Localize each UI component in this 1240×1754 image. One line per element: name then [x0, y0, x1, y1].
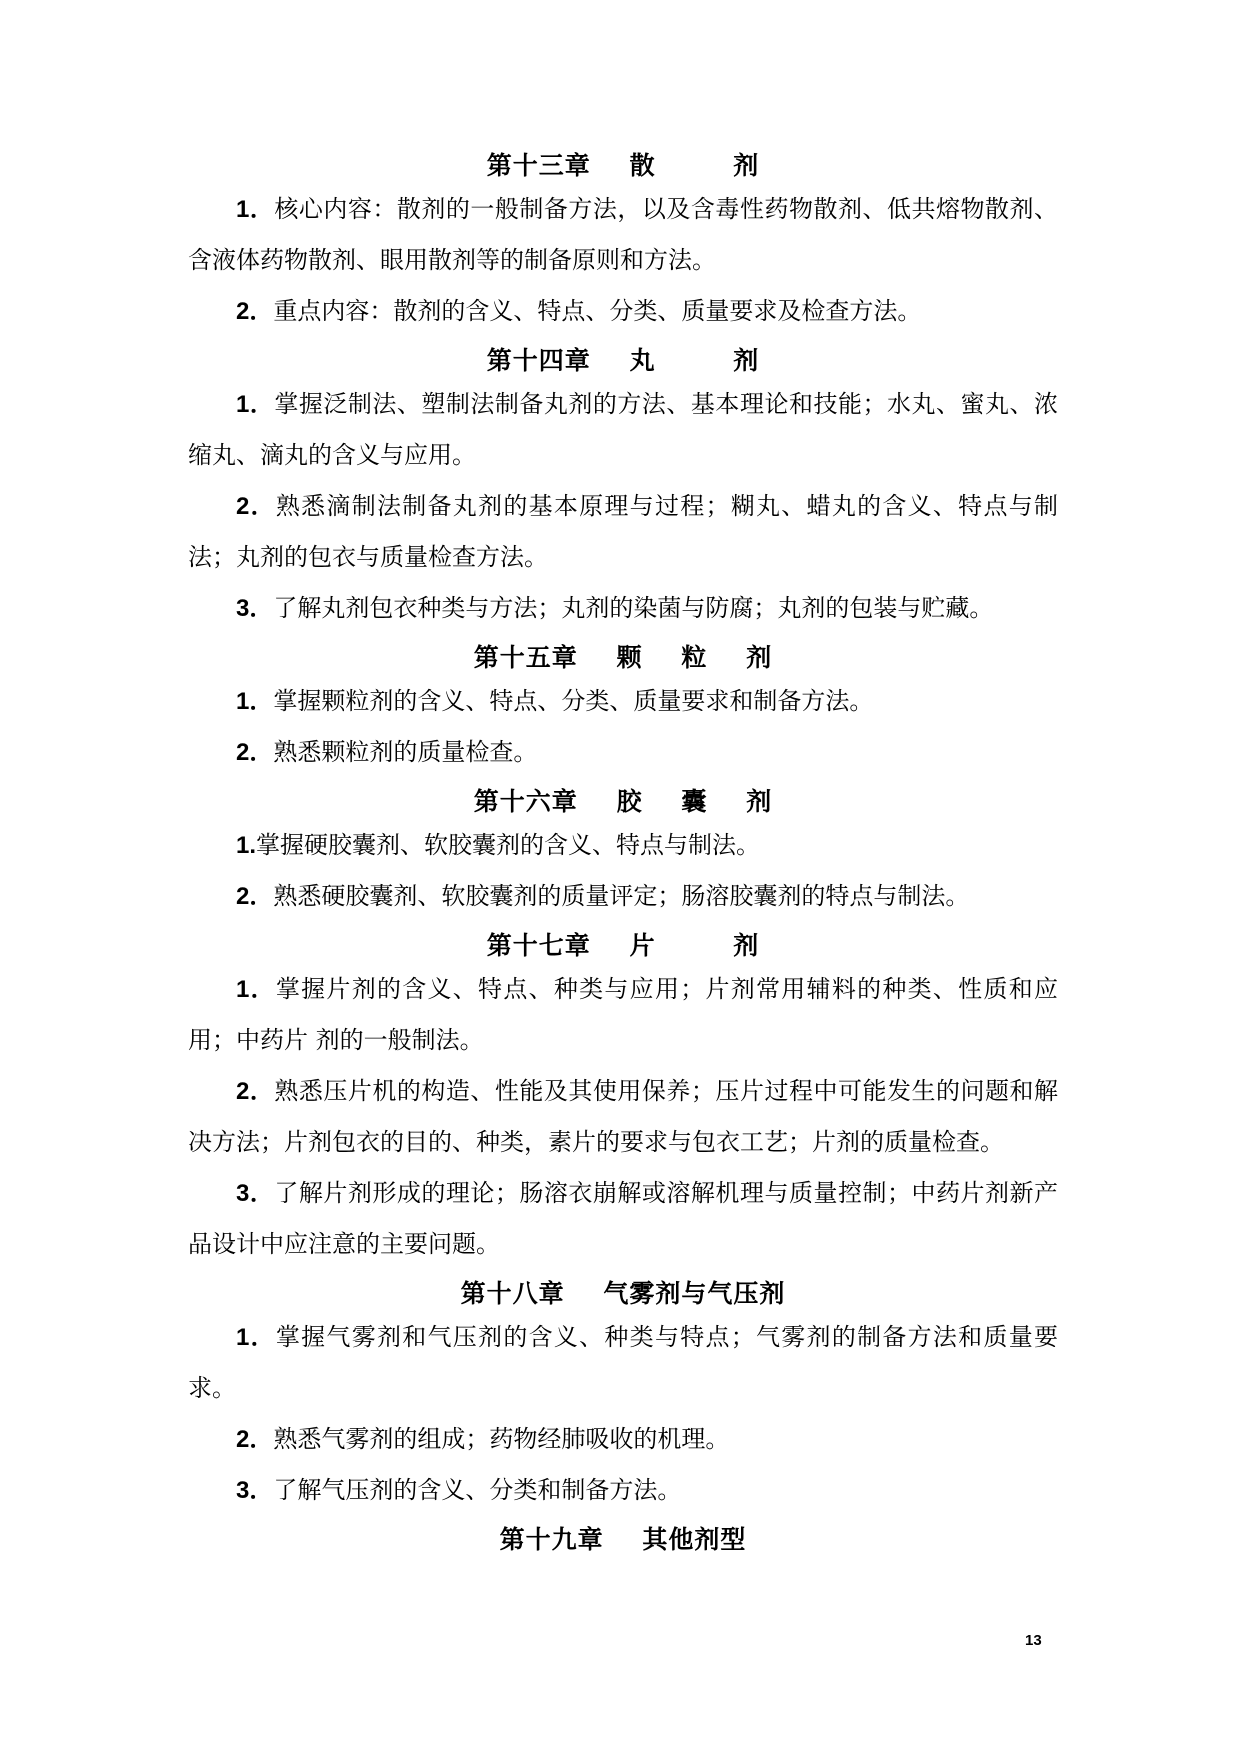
item-text: 熟悉颗粒剂的质量检查。	[273, 738, 538, 766]
list-item	[188, 676, 1058, 727]
item-number: 1．	[236, 196, 275, 223]
item-number: 3．	[236, 595, 274, 622]
list-item	[188, 286, 1058, 337]
list-item	[188, 1414, 1058, 1465]
item-text: 核心内容：散剂的一般制备方法，以及含毒性药物散剂、低共熔物散剂、含液体药物散剂、眼用散剂等的制备原则和方法。	[188, 195, 1058, 274]
item-text: 熟悉压片机的构造、性能及其使用保养；压片过程中可能发生的问题和解决方法；片剂包衣的目的、种类，素片的要求与包衣工艺；片剂的质量检查。	[188, 1077, 1058, 1156]
item-text: 掌握气雾剂和气压剂的含义、种类与特点；气雾剂的制备方法和质量要求。	[188, 1323, 1058, 1402]
item-text: 掌握硬胶囊剂、软胶囊剂的含义、特点与制法。	[256, 831, 761, 859]
chapter-heading: 第十七章 片 剂	[486, 931, 760, 960]
item-text: 熟悉硬胶囊剂、软胶囊剂的质量评定；肠溶胶囊剂的特点与制法。	[273, 882, 970, 910]
list-item	[188, 871, 1058, 922]
item-text: 掌握泛制法、塑制法制备丸剂的方法、基本理论和技能；水丸、蜜丸、浓缩丸、滴丸的含义与应用。	[188, 390, 1058, 469]
item-number: 2．	[236, 298, 274, 325]
list-item	[188, 964, 1058, 1066]
item-number: 1．	[236, 1324, 276, 1351]
item-number: 2．	[236, 883, 274, 910]
item-text: 了解气压剂的含义、分类和制备方法。	[273, 1476, 682, 1504]
document-body	[188, 150, 1058, 1556]
list-item	[188, 184, 1058, 286]
item-number: 2．	[236, 493, 276, 520]
list-item	[188, 1066, 1058, 1168]
item-text: 了解片剂形成的理论；肠溶衣崩解或溶解机理与质量控制；中药片剂新产品设计中应注意的主要问题。	[188, 1179, 1058, 1258]
list-item	[188, 1168, 1058, 1270]
chapter-heading: 第十八章 气雾剂与气压剂	[460, 1279, 786, 1308]
item-number: 3．	[236, 1477, 274, 1504]
item-text: 熟悉滴制法制备丸剂的基本原理与过程；糊丸、蜡丸的含义、特点与制法；丸剂的包衣与质量检查方法。	[188, 492, 1058, 571]
item-number: 2．	[236, 1078, 275, 1105]
page-number: 13	[1025, 1632, 1042, 1649]
list-item	[188, 379, 1058, 481]
item-text: 掌握片剂的含义、特点、种类与应用；片剂常用辅料的种类、性质和应用；中药片 剂的一般制法。	[188, 975, 1058, 1054]
list-item	[188, 481, 1058, 583]
item-number: 1．	[236, 391, 275, 418]
item-text: 熟悉气雾剂的组成；药物经肺吸收的机理。	[273, 1425, 730, 1453]
list-item	[188, 820, 1058, 871]
chapter-heading: 第十五章 颗 粒 剂	[473, 643, 773, 672]
chapter-heading: 第十四章 丸 剂	[486, 346, 760, 375]
list-item	[188, 727, 1058, 778]
chapter-heading: 第十三章 散 剂	[486, 151, 760, 180]
list-item	[188, 1312, 1058, 1414]
list-item	[188, 1465, 1058, 1516]
item-number: 1．	[236, 976, 276, 1003]
chapter-heading: 第十六章 胶 囊 剂	[473, 787, 773, 816]
item-number: 3．	[236, 1180, 275, 1207]
item-number: 1．	[236, 688, 274, 715]
item-text: 重点内容：散剂的含义、特点、分类、质量要求及检查方法。	[273, 297, 922, 325]
item-number: 1.	[236, 832, 257, 859]
item-number: 2．	[236, 739, 274, 766]
list-item	[188, 583, 1058, 634]
item-text: 了解丸剂包衣种类与方法；丸剂的染菌与防腐；丸剂的包装与贮藏。	[273, 594, 994, 622]
item-text: 掌握颗粒剂的含义、特点、分类、质量要求和制备方法。	[273, 687, 874, 715]
chapter-heading: 第十九章 其他剂型	[499, 1525, 747, 1554]
item-number: 2．	[236, 1426, 274, 1453]
